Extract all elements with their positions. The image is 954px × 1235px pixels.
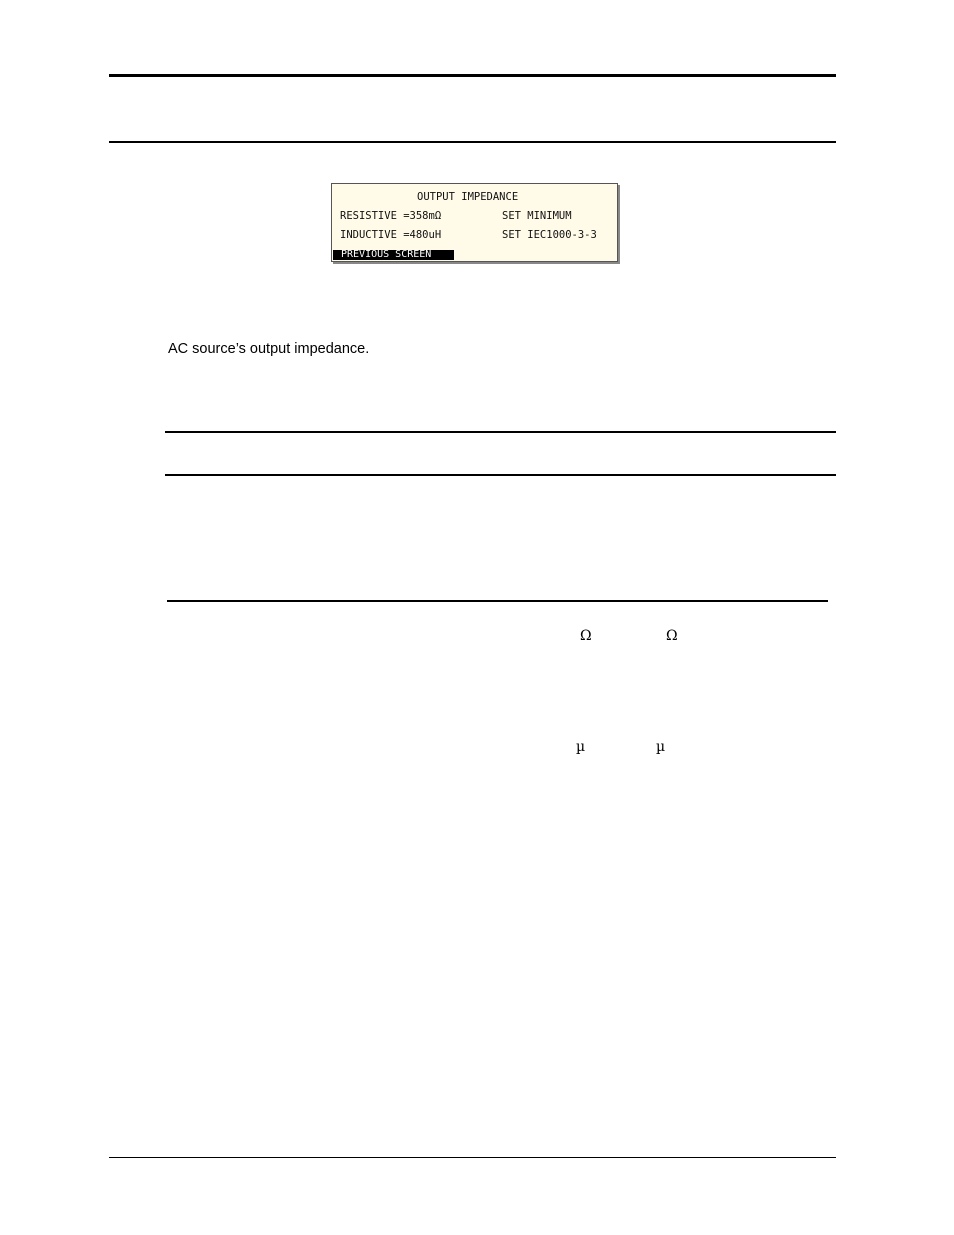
footer-rule — [109, 1157, 836, 1158]
resistive-max-unit: Ω — [666, 628, 678, 644]
resistive-field[interactable]: RESISTIVE =358mΩ — [340, 210, 442, 222]
inductive-max-unit: µ — [656, 739, 666, 755]
table-header-rule — [167, 600, 828, 602]
section-rule — [109, 141, 836, 143]
note-bottom-rule — [165, 474, 836, 476]
screen-title: OUTPUT IMPEDANCE — [417, 191, 519, 203]
note-top-rule — [165, 431, 836, 433]
header-rule — [109, 74, 836, 77]
inductive-field[interactable]: INDUCTIVE =480uH — [340, 229, 442, 241]
set-minimum-option[interactable]: SET MINIMUM — [502, 210, 572, 222]
paragraph-text: AC source’s output impedance. — [168, 341, 370, 357]
previous-screen-option[interactable]: PREVIOUS SCREEN — [333, 250, 454, 260]
inductive-min-unit: µ — [576, 739, 586, 755]
resistive-min-unit: Ω — [580, 628, 592, 644]
output-impedance-screen — [331, 183, 618, 262]
set-iec-option[interactable]: SET IEC1000-3-3 — [502, 229, 597, 241]
